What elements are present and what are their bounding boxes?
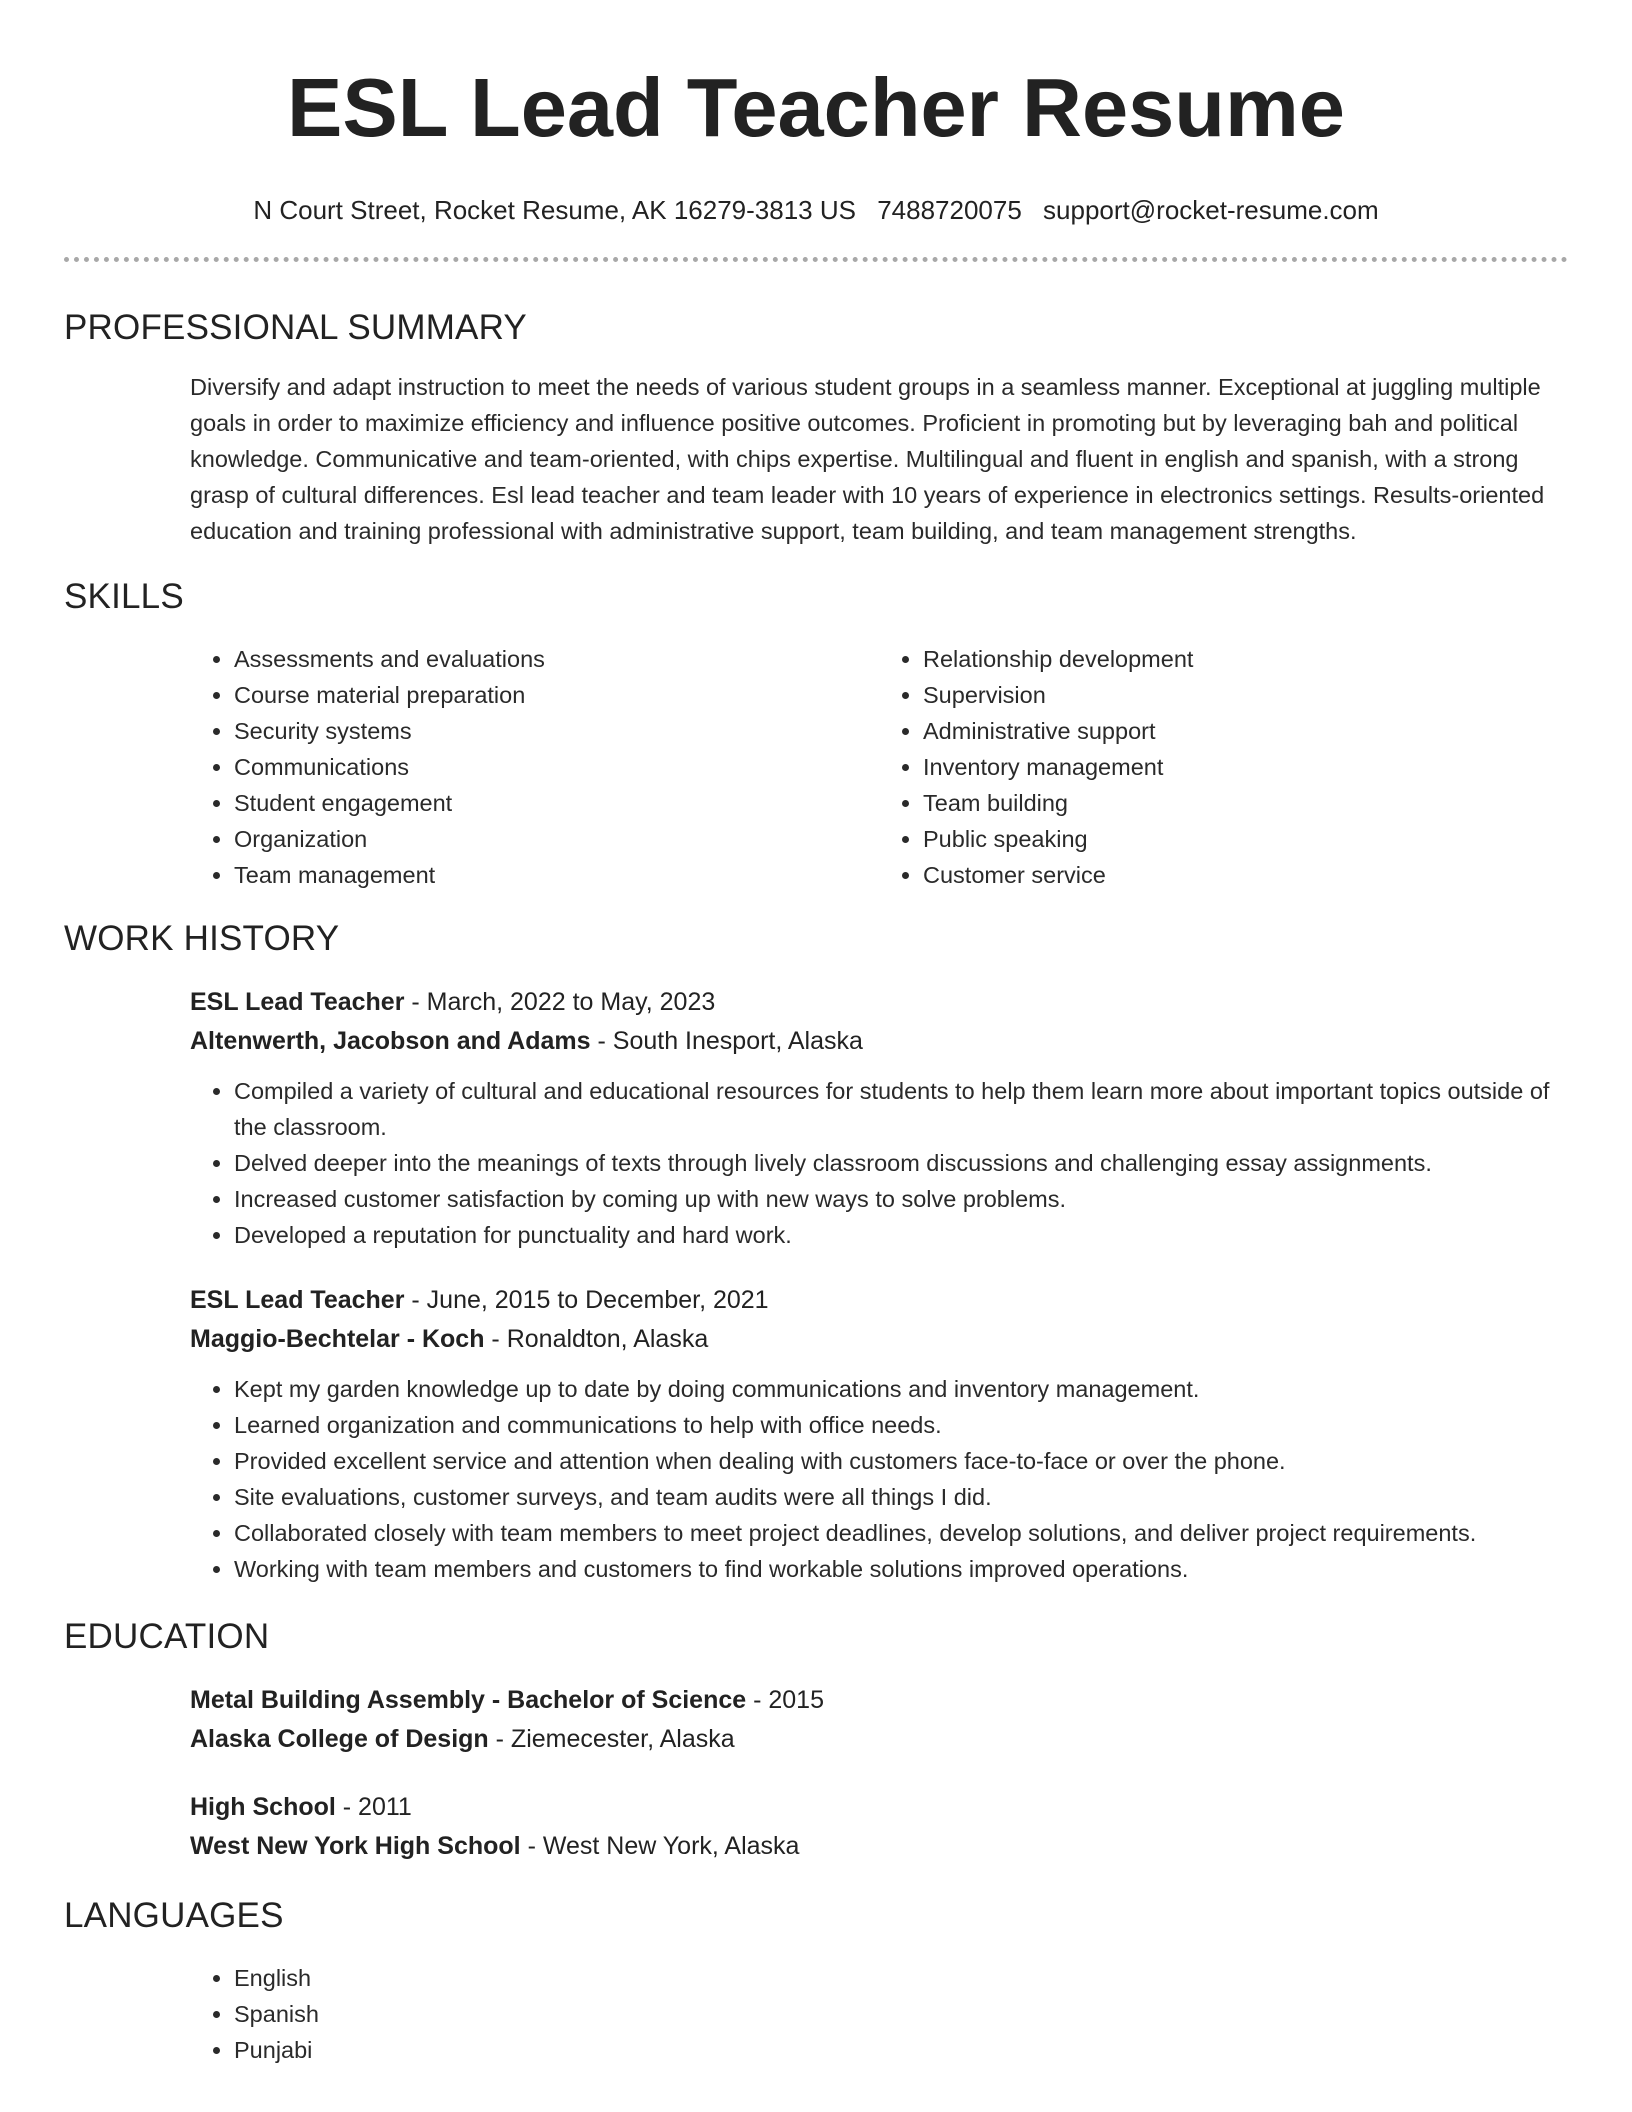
- job-entry: [190, 983, 1568, 1253]
- resume-title: ESL Lead Teacher Resume: [287, 61, 1345, 154]
- skill-item: • Relationship development: [923, 641, 1568, 677]
- education-school: Alaska College of Design: [190, 1725, 489, 1753]
- job-entry: [190, 1281, 1568, 1587]
- education-degree: Metal Building Assembly - Bachelor of Science: [190, 1686, 747, 1714]
- skill-item: • Assessments and evaluations: [234, 641, 879, 677]
- education-school-line: [190, 1827, 1568, 1866]
- job-bullet: • Developed a reputation for punctuality and hard work.: [234, 1217, 1568, 1253]
- job-bullets: [190, 1073, 1568, 1253]
- skill-item: • Customer service: [923, 857, 1568, 893]
- education-section: [64, 1615, 1568, 1866]
- job-bullet: • Collaborated closely with team members to meet project deadlines, develop solutions, and deliver project requirements.: [234, 1515, 1568, 1551]
- language-item: • Spanish: [234, 1996, 1568, 2032]
- summary-section: [64, 306, 1568, 549]
- job-bullet: • Kept my garden knowledge up to date by doing communications and inventory management.: [234, 1371, 1568, 1407]
- work-history-heading: WORK HISTORY: [64, 919, 340, 958]
- job-bullet: • Working with team members and customers to find workable solutions improved operations.: [234, 1551, 1568, 1587]
- languages-section: [64, 1894, 1568, 2068]
- contact-address: N Court Street, Rocket Resume, AK 16279-3813 US: [253, 195, 856, 225]
- summary-heading: PROFESSIONAL SUMMARY: [64, 308, 527, 347]
- job-company: Maggio-Bechtelar - Koch: [190, 1325, 485, 1353]
- skill-item: • Team building: [923, 785, 1568, 821]
- skill-item: • Security systems: [234, 713, 879, 749]
- education-year: - 2015: [746, 1686, 824, 1714]
- skill-item: • Organization: [234, 821, 879, 857]
- languages-list: [190, 1960, 1568, 2068]
- job-bullet: • Provided excellent service and attention when dealing with customers face-to-face or over the phone.: [234, 1443, 1568, 1479]
- contact-email: support@rocket-resume.com: [1043, 195, 1379, 225]
- education-location: - Ziemecester, Alaska: [488, 1725, 735, 1753]
- education-school-line: [190, 1720, 1568, 1759]
- contact-phone: 7488720075: [877, 195, 1022, 225]
- education-degree-line: [190, 1681, 1568, 1720]
- job-dates: - June, 2015 to December, 2021: [404, 1286, 769, 1314]
- job-dates: - March, 2022 to May, 2023: [404, 988, 716, 1016]
- skill-item: • Communications: [234, 749, 879, 785]
- header-divider: [64, 257, 1568, 262]
- skills-heading: SKILLS: [64, 577, 184, 616]
- education-entry: [190, 1681, 1568, 1759]
- skill-item: • Administrative support: [923, 713, 1568, 749]
- skill-item: • Inventory management: [923, 749, 1568, 785]
- language-item: • Punjabi: [234, 2032, 1568, 2068]
- job-bullets: [190, 1371, 1568, 1587]
- education-heading: EDUCATION: [64, 1617, 270, 1656]
- languages-heading: LANGUAGES: [64, 1896, 284, 1935]
- skills-grid: [190, 641, 1568, 893]
- skill-item: • Public speaking: [923, 821, 1568, 857]
- job-title-line: [190, 983, 1568, 1022]
- job-company-line: [190, 1022, 1568, 1061]
- language-item: • English: [234, 1960, 1568, 1996]
- education-entry: [190, 1788, 1568, 1866]
- skill-item: • Supervision: [923, 677, 1568, 713]
- job-title-line: [190, 1281, 1568, 1320]
- job-role: ESL Lead Teacher: [190, 1286, 405, 1314]
- education-degree-line: [190, 1788, 1568, 1827]
- skills-list-left: [190, 641, 879, 893]
- education-degree: High School: [190, 1793, 336, 1821]
- skill-item: • Student engagement: [234, 785, 879, 821]
- education-school: West New York High School: [190, 1832, 521, 1860]
- skills-section: [64, 575, 1568, 893]
- job-company: Altenwerth, Jacobson and Adams: [190, 1027, 591, 1055]
- languages-body: [190, 1960, 1568, 2068]
- skill-item: • Team management: [234, 857, 879, 893]
- job-location: - South Inesport, Alaska: [590, 1027, 863, 1055]
- job-bullet: • Delved deeper into the meanings of texts through lively classroom discussions and challenging essay assignments.: [234, 1145, 1568, 1181]
- work-history-section: [64, 917, 1568, 1587]
- job-role: ESL Lead Teacher: [190, 988, 405, 1016]
- job-bullet: • Increased customer satisfaction by coming up with new ways to solve problems.: [234, 1181, 1568, 1217]
- skills-list-right: [879, 641, 1568, 893]
- education-location: - West New York, Alaska: [520, 1832, 800, 1860]
- job-bullet: • Learned organization and communications to help with office needs.: [234, 1407, 1568, 1443]
- job-bullet: • Site evaluations, customer surveys, and team audits were all things I did.: [234, 1479, 1568, 1515]
- contact-line: [64, 194, 1568, 226]
- job-location: - Ronaldton, Alaska: [484, 1325, 709, 1353]
- job-company-line: [190, 1320, 1568, 1359]
- summary-text: Diversify and adapt instruction to meet the needs of various student groups in a seamless manner. Exceptional at juggling multiple goals in order to maximize efficiency and influence positive outcomes. Proficient in promoting but by leveraging bah and political knowledge. Communicative and team-oriented, with chips expertise. Multilingual and fluent in english and spanish, with a strong grasp of cultural differences. Esl lead teacher and team leader with 10 years of experience in electronics settings. Results-oriented education and training professional with administrative support, team building, and team management strengths.: [190, 374, 1545, 544]
- education-year: - 2011: [335, 1793, 412, 1821]
- job-bullet: • Compiled a variety of cultural and educational resources for students to help them learn more about important topics outside of the classroom.: [234, 1073, 1568, 1145]
- skill-item: • Course material preparation: [234, 677, 879, 713]
